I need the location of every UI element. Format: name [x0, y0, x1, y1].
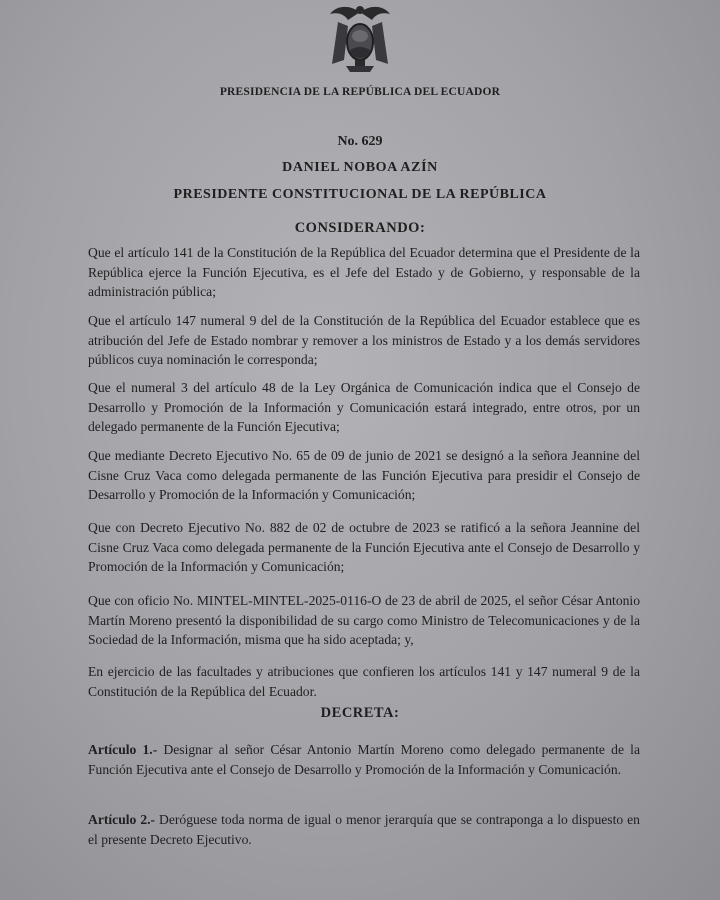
institution-header: PRESIDENCIA DE LA REPÚBLICA DEL ECUADOR: [219, 86, 501, 98]
article-text: Deróguese toda norma de igual o menor jerarquía que se contraponga a lo dispuesto en el presente Decreto Ejecutivo.: [88, 812, 640, 847]
considerando-paragraph: Que con oficio No. MINTEL-MINTEL-2025-0116-O de 23 de abril de 2025, el señor César Antonio Martín Moreno presentó la disponibilidad de su cargo como Ministro de Telecomunicaciones y de la Sociedad de la Información, misma que ha sido aceptada; y,: [88, 593, 640, 648]
enacting-clause: En ejercicio de las facultades y atribuciones que confieren los artículos 141 y 147 numeral 9 de la Constitución de la República del Ecuador.: [88, 664, 640, 699]
decreta-heading: DECRETA:: [320, 705, 400, 721]
considerando-paragraph: Que mediante Decreto Ejecutivo No. 65 de 09 de junio de 2021 se designó a la señora Jeannine del Cisne Cruz Vaca como delegada permanente de las Función Ejecutiva para presidir el Consejo de Desarrollo y Promoción de la Información y Comunicación;: [88, 448, 640, 503]
considerando-paragraph: Que con Decreto Ejecutivo No. 882 de 02 de octubre de 2023 se ratificó a la señora Jeannine del Cisne Cruz Vaca como delegada permanente de la Función Ejecutiva ante el Consejo de Desarrollo y Promoción de la Información y Comunicación;: [88, 520, 640, 575]
considerando-paragraph: Que el artículo 147 numeral 9 del de la Constitución de la República del Ecuador establece que es atribución del Jefe de Estado nombrar y remover a los ministros de Estado y a los demás servidores públicos cuya nominación le corresponda;: [88, 313, 640, 368]
article-2: [88, 810, 640, 849]
considerando-heading: CONSIDERANDO:: [294, 220, 426, 236]
article-label: Artículo 1.-: [88, 742, 158, 757]
coat-of-arms-icon: [328, 0, 392, 76]
article-text: Designar al señor César Antonio Martín Moreno como delegado permanente de la Función Ejecutiva ante el Consejo de Desarrollo y Promoción de la Información y Comunicación.: [88, 742, 640, 777]
article-1: [88, 740, 640, 779]
considerando-paragraph: Que el numeral 3 del artículo 48 de la Ley Orgánica de Comunicación indica que el Consejo de Desarrollo y Promoción de la Información y Comunicación estará integrado, entre otros, por un delegado permanente de la Función Ejecutiva;: [88, 380, 640, 435]
article-label: Artículo 2.-: [88, 812, 156, 827]
decree-number: No. 629: [337, 134, 383, 149]
president-name: DANIEL NOBOA AZÍN: [282, 160, 438, 175]
president-title: PRESIDENTE CONSTITUCIONAL DE LA REPÚBLICA: [173, 187, 547, 202]
considerando-paragraph: Que el artículo 141 de la Constitución de la República del Ecuador determina que el Presidente de la República ejerce la Función Ejecutiva, es el Jefe del Estado y de Gobierno, y responsable de la administración pública;: [88, 245, 640, 300]
